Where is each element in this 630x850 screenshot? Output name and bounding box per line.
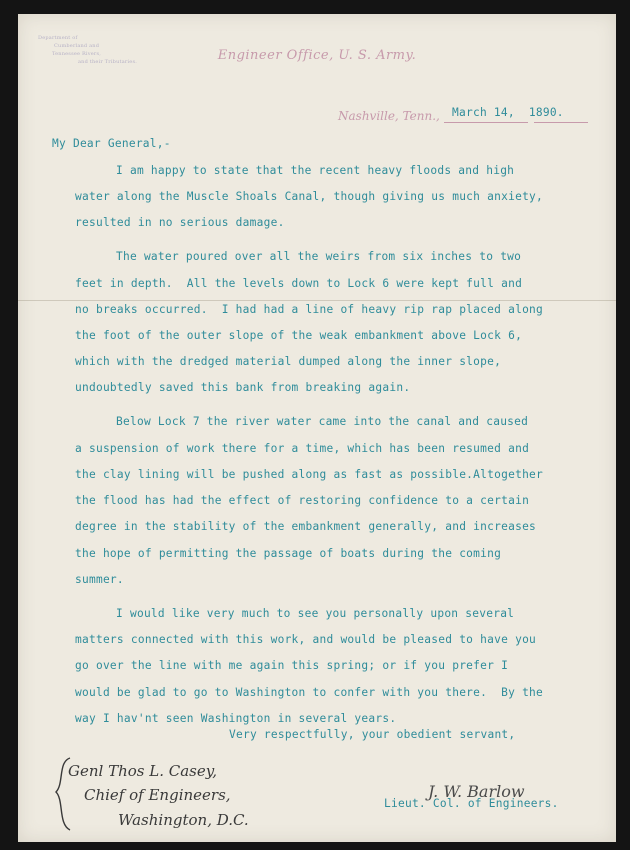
signature: J. W. Barlow bbox=[428, 782, 525, 801]
body-line: a suspension of work there for a time, which has been resumed and bbox=[75, 442, 530, 455]
letterhead-place: Nashville, Tenn., bbox=[338, 109, 440, 123]
body-line: matters connected with this work, and would be pleased to have you bbox=[75, 633, 537, 646]
body-line: the clay lining will be pushed along as fast as possible.Altogether bbox=[75, 468, 544, 481]
body-line: the foot of the outer slope of the weak embankment above Lock 6, bbox=[75, 329, 523, 342]
body-line: resulted in no serious damage. bbox=[75, 216, 285, 229]
body-line: which with the dredged material dumped along the inner slope, bbox=[75, 355, 502, 368]
letter-sheet bbox=[18, 14, 616, 842]
department-line: Cumberland and bbox=[54, 43, 100, 49]
letterhead-title: Engineer Office, U. S. Army. bbox=[217, 48, 417, 63]
body-line: way I hav'nt seen Washington in several years. bbox=[75, 712, 397, 725]
salutation: My Dear General,- bbox=[52, 137, 171, 150]
closing: Very respectfully, your obedient servant, bbox=[229, 728, 516, 741]
body-line: I would like very much to see you personally upon several bbox=[116, 607, 515, 620]
body-line: Below Lock 7 the river water came into the canal and caused bbox=[116, 415, 529, 428]
recipient-line: Washington, D.C. bbox=[118, 811, 249, 829]
body-line: water along the Muscle Shoals Canal, though giving us much anxiety, bbox=[75, 190, 544, 203]
department-line: and their Tributaries. bbox=[78, 59, 137, 65]
body-line: would be glad to go to Washington to confer with you there. By the bbox=[75, 686, 544, 699]
body-line: no breaks occurred. I had had a line of heavy rip rap placed along bbox=[75, 303, 544, 316]
body-line: the hope of permitting the passage of boats during the coming bbox=[75, 547, 502, 560]
body-line: degree in the stability of the embankment generally, and increases bbox=[75, 520, 537, 533]
body-line: the flood has had the effect of restoring confidence to a certain bbox=[75, 494, 530, 507]
body-line: I am happy to state that the recent heavy floods and high bbox=[116, 164, 515, 177]
department-line: Department of bbox=[38, 35, 78, 41]
year-rule bbox=[534, 122, 588, 123]
recipient-line: Chief of Engineers, bbox=[84, 786, 231, 804]
letter-date: March 14, 1890. bbox=[452, 106, 564, 119]
signer-title: Lieut. Col. of Engineers. bbox=[384, 797, 559, 810]
body-line: summer. bbox=[75, 573, 124, 586]
recipient-line: Genl Thos L. Casey, bbox=[68, 762, 217, 780]
body-line: go over the line with me again this spring; or if you prefer I bbox=[75, 659, 509, 672]
body-line: feet in depth. All the levels down to Lock 6 were kept full and bbox=[75, 277, 523, 290]
body-line: undoubtedly saved this bank from breaking again. bbox=[75, 381, 411, 394]
body-line: The water poured over all the weirs from six inches to two bbox=[116, 250, 522, 263]
fold-crease bbox=[18, 300, 616, 301]
department-line: Tennessee Rivers, bbox=[52, 51, 102, 57]
date-rule bbox=[444, 122, 528, 123]
